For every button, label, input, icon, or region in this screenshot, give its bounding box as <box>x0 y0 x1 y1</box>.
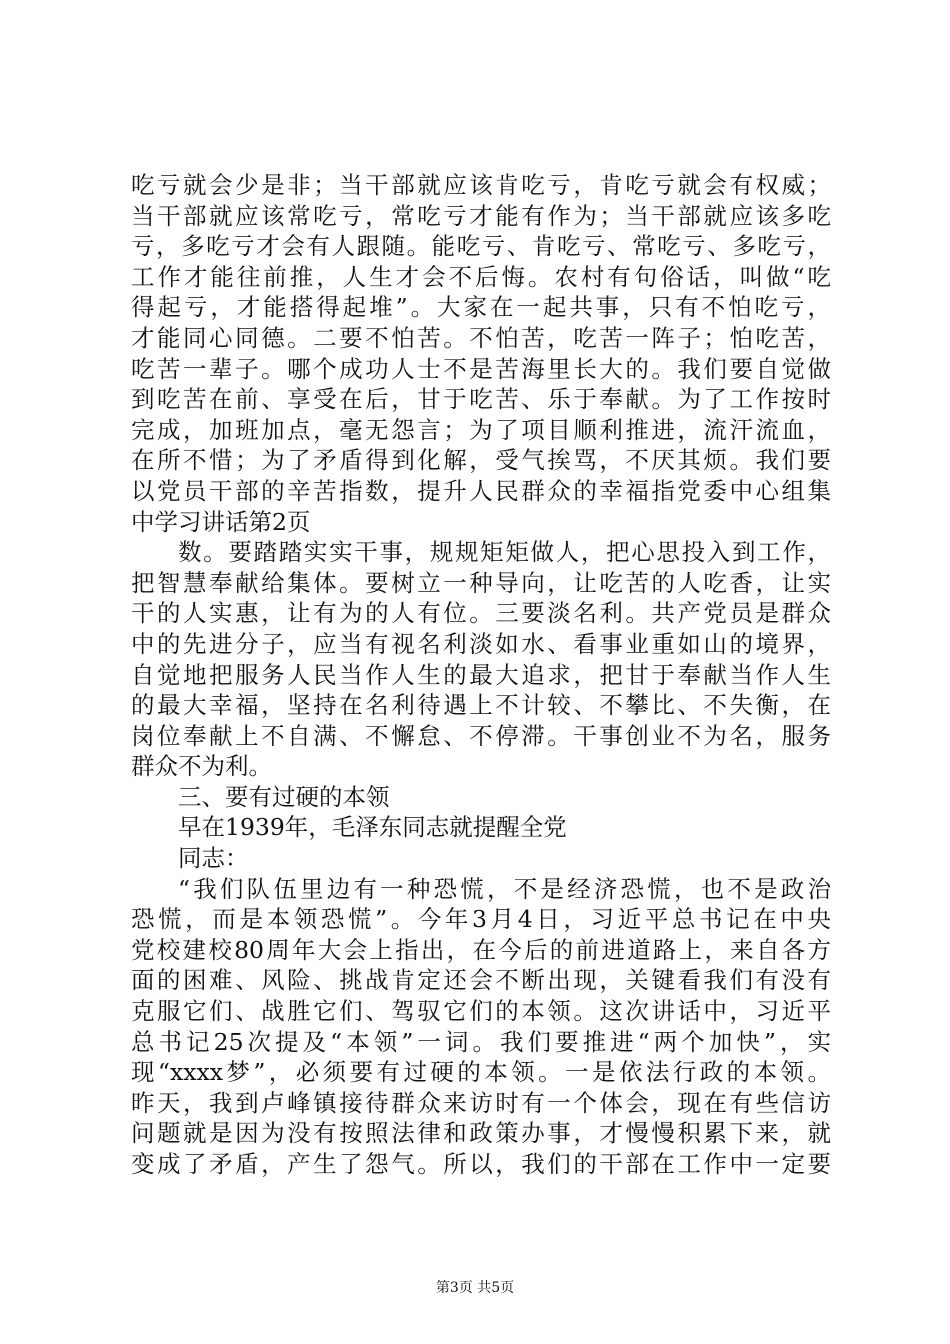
page-footer: 第3页 共5页 <box>435 1280 515 1296</box>
text-line: 三、要有过硬的本领 <box>178 782 390 811</box>
text-line: 变成了矛盾，产生了怨气。所以，我们的干部在工作中一定要 <box>131 1150 831 1178</box>
text-line: 问题就是因为没有按照法律和政策办事，才慢慢积累下来，就 <box>131 1119 831 1148</box>
text-line: 当干部就应该常吃亏，常吃亏才能有作为；当干部就应该多吃 <box>131 201 831 230</box>
text-line: 把智慧奉献给集体。要树立一种导向，让吃苦的人吃香，让实 <box>131 568 831 597</box>
text-line: 到吃苦在前、享受在后，甘于吃苦、乐于奉献。为了工作按时 <box>131 385 831 414</box>
text-line: 吃亏就会少是非；当干部就应该肯吃亏，肯吃亏就会有权威； <box>131 171 831 199</box>
text-line: 现“xxxx梦”，必须要有过硬的本领。一是依法行政的本领。 <box>131 1058 831 1087</box>
text-line: 干的人实惠，让有为的人有位。三要淡名利。共产党员是群众 <box>131 599 831 628</box>
text-line: 自觉地把服务人民当作人生的最大追求，把甘于奉献当作人生 <box>131 660 831 689</box>
text-line: 面的困难、风险、挑战肯定还会不断出现，关键看我们有没有 <box>131 966 831 995</box>
text-line: 数。要踏踏实实干事，规规矩矩做人，把心思投入到工作， <box>178 538 831 567</box>
text-line: 以党员干部的辛苦指数，提升人民群众的幸福指党委中心组集 <box>131 476 831 505</box>
text-line: 工作才能往前推，人生才会不后悔。农村有句俗话，叫做“吃 <box>131 262 831 291</box>
text-line: 中的先进分子，应当有视名利淡如水、看事业重如山的境界， <box>131 629 831 658</box>
text-line: 岗位奉献上不自满、不懈怠、不停滞。干事创业不为名，服务 <box>131 721 831 750</box>
text-line: 克服它们、战胜它们、驾驭它们的本领。这次讲话中，习近平 <box>131 997 831 1026</box>
text-line: 党校建校80周年大会上指出，在今后的前进道路上，来自各方 <box>131 935 831 964</box>
text-line: 早在1939年，毛泽东同志就提醒全党 <box>178 813 567 842</box>
text-line: 的最大幸福，坚持在名利待遇上不计较、不攀比、不失衡，在 <box>131 691 831 720</box>
text-line: 恐慌，而是本领恐慌”。今年3月4日，习近平总书记在中央 <box>131 905 831 934</box>
text-line: 吃苦一辈子。哪个成功人士不是苦海里长大的。我们要自觉做 <box>131 354 831 383</box>
document-body <box>131 170 831 1180</box>
text-line: 群众不为利。 <box>131 752 272 781</box>
text-line: 总书记25次提及“本领”一词。我们要推进“两个加快”，实 <box>131 1027 831 1056</box>
text-line: 才能同心同德。二要不怕苦。不怕苦，吃苦一阵子；怕吃苦， <box>131 323 831 352</box>
text-line: 同志： <box>178 844 249 873</box>
text-line: “我们队伍里边有一种恐慌，不是经济恐慌，也不是政治 <box>178 874 831 903</box>
text-line: 亏，多吃亏才会有人跟随。能吃亏、肯吃亏、常吃亏、多吃亏， <box>131 232 831 261</box>
text-line: 中学习讲话第2页 <box>131 507 311 536</box>
text-line: 完成，加班加点，毫无怨言；为了项目顺利推进，流汗流血， <box>131 415 831 444</box>
text-line: 得起亏，才能搭得起堆”。大家在一起共事，只有不怕吃亏， <box>131 293 831 322</box>
text-line: 在所不惜；为了矛盾得到化解，受气挨骂，不厌其烦。我们要 <box>131 446 831 475</box>
text-line: 昨天，我到卢峰镇接待群众来访时有一个体会，现在有些信访 <box>131 1088 831 1117</box>
